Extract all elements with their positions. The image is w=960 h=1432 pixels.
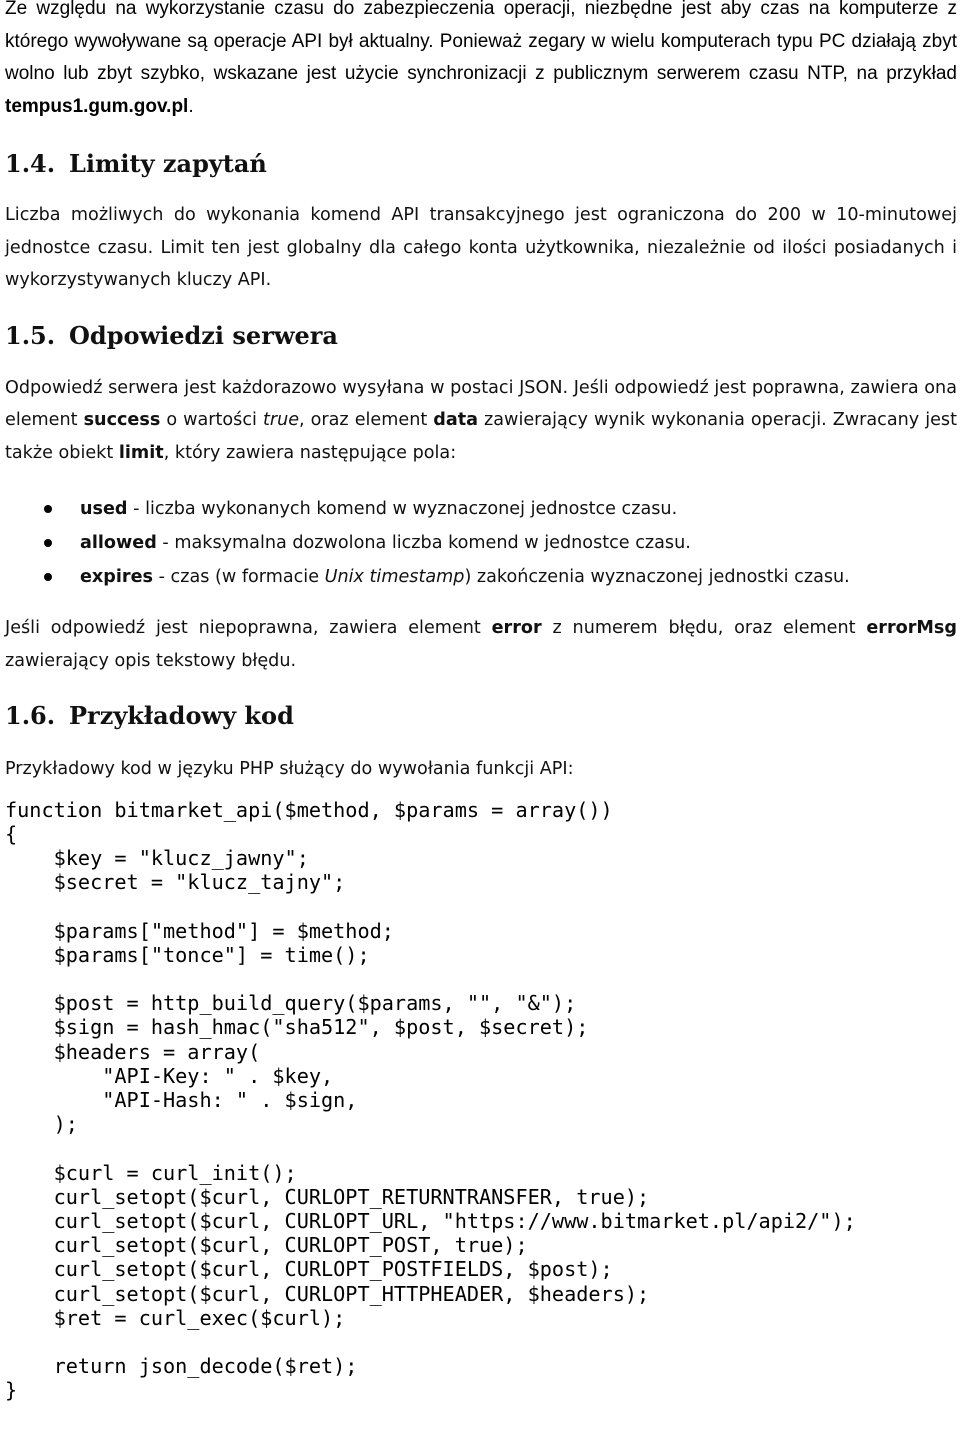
text: Odpowiedź serwera jest każdorazowo wysyłana w postaci JSON. Jeśli odpowiedź jest poprawna, zawiera ona element [5,377,957,430]
text: o wartości [160,410,263,430]
field-description: - liczba wykonanych komend w wyznaczonej jednostce czasu. [127,499,678,519]
intro-text-end: . [188,95,194,117]
bullet-icon [44,505,52,513]
section-number: 1.5. [5,320,56,350]
section-number: 1.4. [5,149,56,178]
ntp-server-name: tempus1.gum.gov.pl [5,95,189,117]
keyword-limit: limit [118,442,164,463]
text: , który zawiera następujące pola: [163,442,457,463]
field-name: used [80,499,128,519]
document-page [5,0,957,1403]
keyword-errormsg: errorMsg [866,618,957,638]
limits-paragraph: Liczba możliwych do wykonania komend API transakcyjnego jest ograniczona do 200 w 10-minutowej jednostce czasu. Limit ten jest globalny dla całego konta użytkownika, niezależnie od ilości posiadanych i wykorzystywanych kluczy API. [5,205,957,290]
section-title: Odpowiedzi serwera [69,320,338,350]
keyword-success: success [83,410,161,430]
text: , oraz element [299,410,434,430]
error-paragraph [5,612,957,677]
section-title: Przykładowy kod [69,701,294,730]
list-item [5,560,957,594]
section-heading-code [5,701,957,730]
text: zawierający wynik wykonania operacji. Zwracany jest także obiekt [5,410,957,463]
field-name: expires [80,567,153,587]
section-number: 1.6. [5,701,56,730]
list-item [5,492,957,526]
section-heading-limits [5,149,957,178]
intro-paragraph [5,0,957,123]
field-description: - maksymalna dozwolona liczba komend w jednostce czasu. [156,533,691,553]
keyword-error: error [491,618,542,638]
text: zawierający opis tekstowy błędu. [5,650,297,671]
bullet-icon [44,539,52,547]
field-description: - czas (w formacie [153,567,325,587]
code-intro-paragraph: Przykładowy kod w języku PHP służący do wywołania funkcji API: [5,759,574,779]
bullet-icon [44,573,52,581]
section-title: Limity zapytań [69,149,267,178]
php-code-block: function bitmarket_api($method, $params = array()) { $key = "klucz_jawny"; $secret = "klucz_tajny"; $params["method"] = $method; $params["tonce"] = time(); $post = http_build_query($params, "", "&"); $sign = hash_hmac("sha512", $post, $secret); $headers = array( "API-Key: " . $key, "API-Hash: " . $sign, ); $curl = curl_init(); curl_setopt($curl, CURLOPT_RETURNTRANSFER, true); curl_setopt($curl, CURLOPT_URL, "https://www.bitmarket.pl/api2/"); curl_setopt($curl, CURLOPT_POST, true); curl_setopt($curl, CURLOPT_POSTFIELDS, $post); curl_setopt($curl, CURLOPT_HTTPHEADER, $headers); $ret = curl_exec($curl); return json_decode($ret); } [5,797,856,1403]
section-heading-responses [5,321,957,350]
responses-paragraph [5,372,957,470]
field-name: allowed [80,533,157,553]
field-description: ) zakończenia wyznaczonej jednostki czasu. [464,567,850,587]
keyword-data: data [433,410,479,430]
limit-fields-list [5,492,957,594]
text: Jeśli odpowiedź jest niepoprawna, zawiera element [5,618,492,638]
list-item [5,526,957,560]
intro-text: Ze względu na wykorzystanie czasu do zabezpieczenia operacji, niezbędne jest aby czas na komputerze z którego wywoływane są operacje API był aktualny. Ponieważ zegary w wielu komputerach typu PC działają zbyt wolno lub zbyt szybko, wskazane jest użycie synchronizacji z publicznym serwerem czasu NTP, na przykład [5,0,957,84]
text: z numerem błędu, oraz element [541,618,867,638]
field-description-italic: Unix timestamp [324,567,465,587]
keyword-true: true [262,410,300,430]
